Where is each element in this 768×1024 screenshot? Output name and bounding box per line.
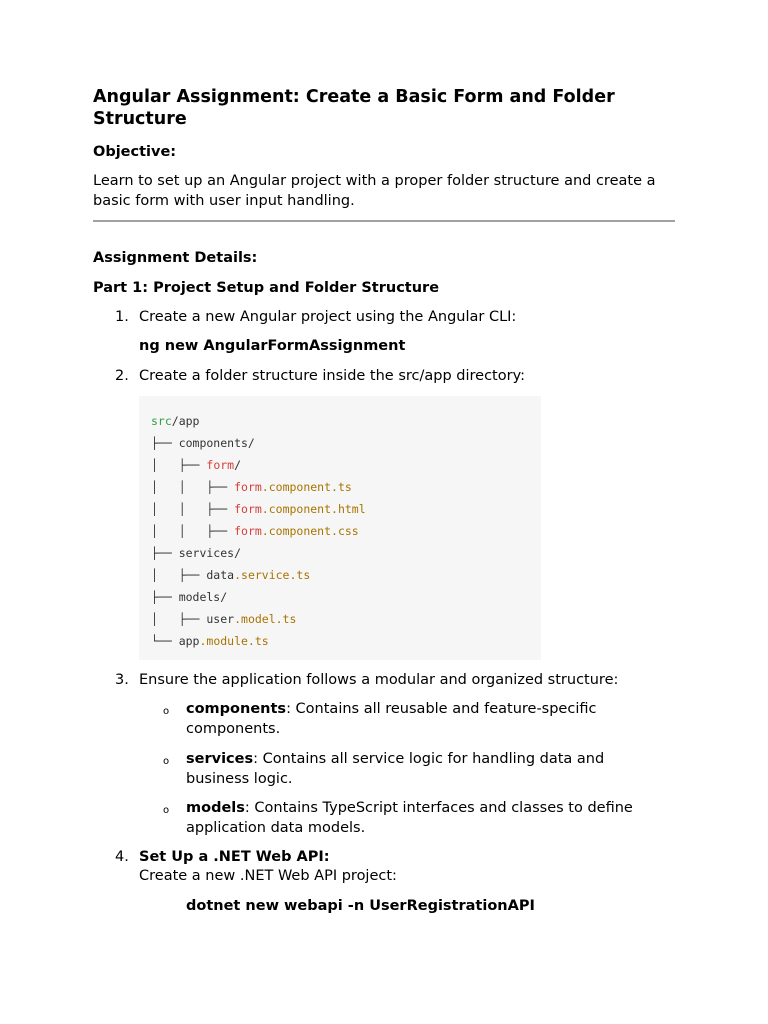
step-2-text: Create a folder structure inside the src/app directory: xyxy=(139,368,525,384)
bullet-marker: o xyxy=(163,706,170,717)
folder-structure-code-block xyxy=(139,396,541,660)
bullet-description: : Contains all reusable and feature-specific components. xyxy=(186,701,597,737)
tree-token: .component.css xyxy=(261,524,359,538)
tree-token: │ ├── user xyxy=(151,612,235,626)
step-3-text: Ensure the application follows a modular and organized structure: xyxy=(139,672,619,688)
document-title: Angular Assignment: Create a Basic Form and Folder Structure xyxy=(93,87,615,129)
tree-token: .model.ts xyxy=(234,612,297,626)
step-4-text: Create a new .NET Web API project: xyxy=(139,868,397,884)
step-1-command: ng new AngularFormAssignment xyxy=(139,338,406,354)
step-3-number: 3. xyxy=(115,672,129,688)
tree-token: .service.ts xyxy=(234,568,311,582)
tree-token: .component.html xyxy=(261,502,366,516)
bullet-marker: o xyxy=(163,756,170,767)
bullet-term: components xyxy=(186,701,287,717)
tree-token: .component.ts xyxy=(261,480,352,494)
part1-heading: Part 1: Project Setup and Folder Structure xyxy=(93,280,440,296)
bullet-services xyxy=(186,750,666,789)
bullet-description: : Contains all service logic for handling data and business logic. xyxy=(186,751,605,787)
step-4-heading: Set Up a .NET Web API: xyxy=(139,849,330,865)
tree-line xyxy=(151,634,269,648)
objective-heading: Objective: xyxy=(93,144,177,160)
step-4-command: dotnet new webapi -n UserRegistrationAPI xyxy=(186,898,535,914)
tree-token: form xyxy=(206,458,235,472)
tree-line xyxy=(151,502,366,516)
tree-line xyxy=(151,612,296,626)
tree-line xyxy=(151,568,310,582)
bullet-models xyxy=(186,799,666,838)
bullet-components xyxy=(186,700,666,739)
step-2-number: 2. xyxy=(115,368,129,384)
tree-token: │ ├── data xyxy=(151,568,235,582)
tree-token: src xyxy=(151,414,172,428)
tree-line: ├── services/ xyxy=(151,546,242,560)
tree-token: │ │ ├── xyxy=(151,524,235,538)
tree-token: form xyxy=(234,524,262,538)
bullet-description: : Contains TypeScript interfaces and classes to define application data models. xyxy=(186,800,633,836)
tree-line: ├── models/ xyxy=(151,590,228,604)
document-page xyxy=(93,86,675,914)
tree-token: /app xyxy=(171,414,200,428)
step-4-number: 4. xyxy=(115,849,129,865)
tree-line xyxy=(151,524,359,538)
tree-token: form xyxy=(234,480,262,494)
tree-line xyxy=(151,414,199,428)
tree-token: │ ├── xyxy=(151,458,207,472)
tree-line xyxy=(151,458,241,472)
bullet-marker: o xyxy=(163,805,170,816)
bullet-term: models xyxy=(186,800,245,816)
tree-token: │ │ ├── xyxy=(151,502,235,516)
step-1-number: 1. xyxy=(115,309,129,325)
tree-line: ├── components/ xyxy=(151,436,255,450)
bullet-term: services xyxy=(186,751,254,767)
tree-token: .module.ts xyxy=(199,634,269,648)
tree-token: / xyxy=(234,458,242,472)
tree-token: form xyxy=(234,502,262,516)
tree-line xyxy=(151,480,352,494)
assignment-details-heading: Assignment Details: xyxy=(93,250,258,266)
tree-token: └── app xyxy=(151,634,200,648)
tree-token: │ │ ├── xyxy=(151,480,235,494)
step-1-text: Create a new Angular project using the Angular CLI: xyxy=(139,309,517,325)
horizontal-rule xyxy=(93,220,675,222)
objective-text: Learn to set up an Angular project with a proper folder structure and create a basic form with user input handling. xyxy=(93,173,656,209)
